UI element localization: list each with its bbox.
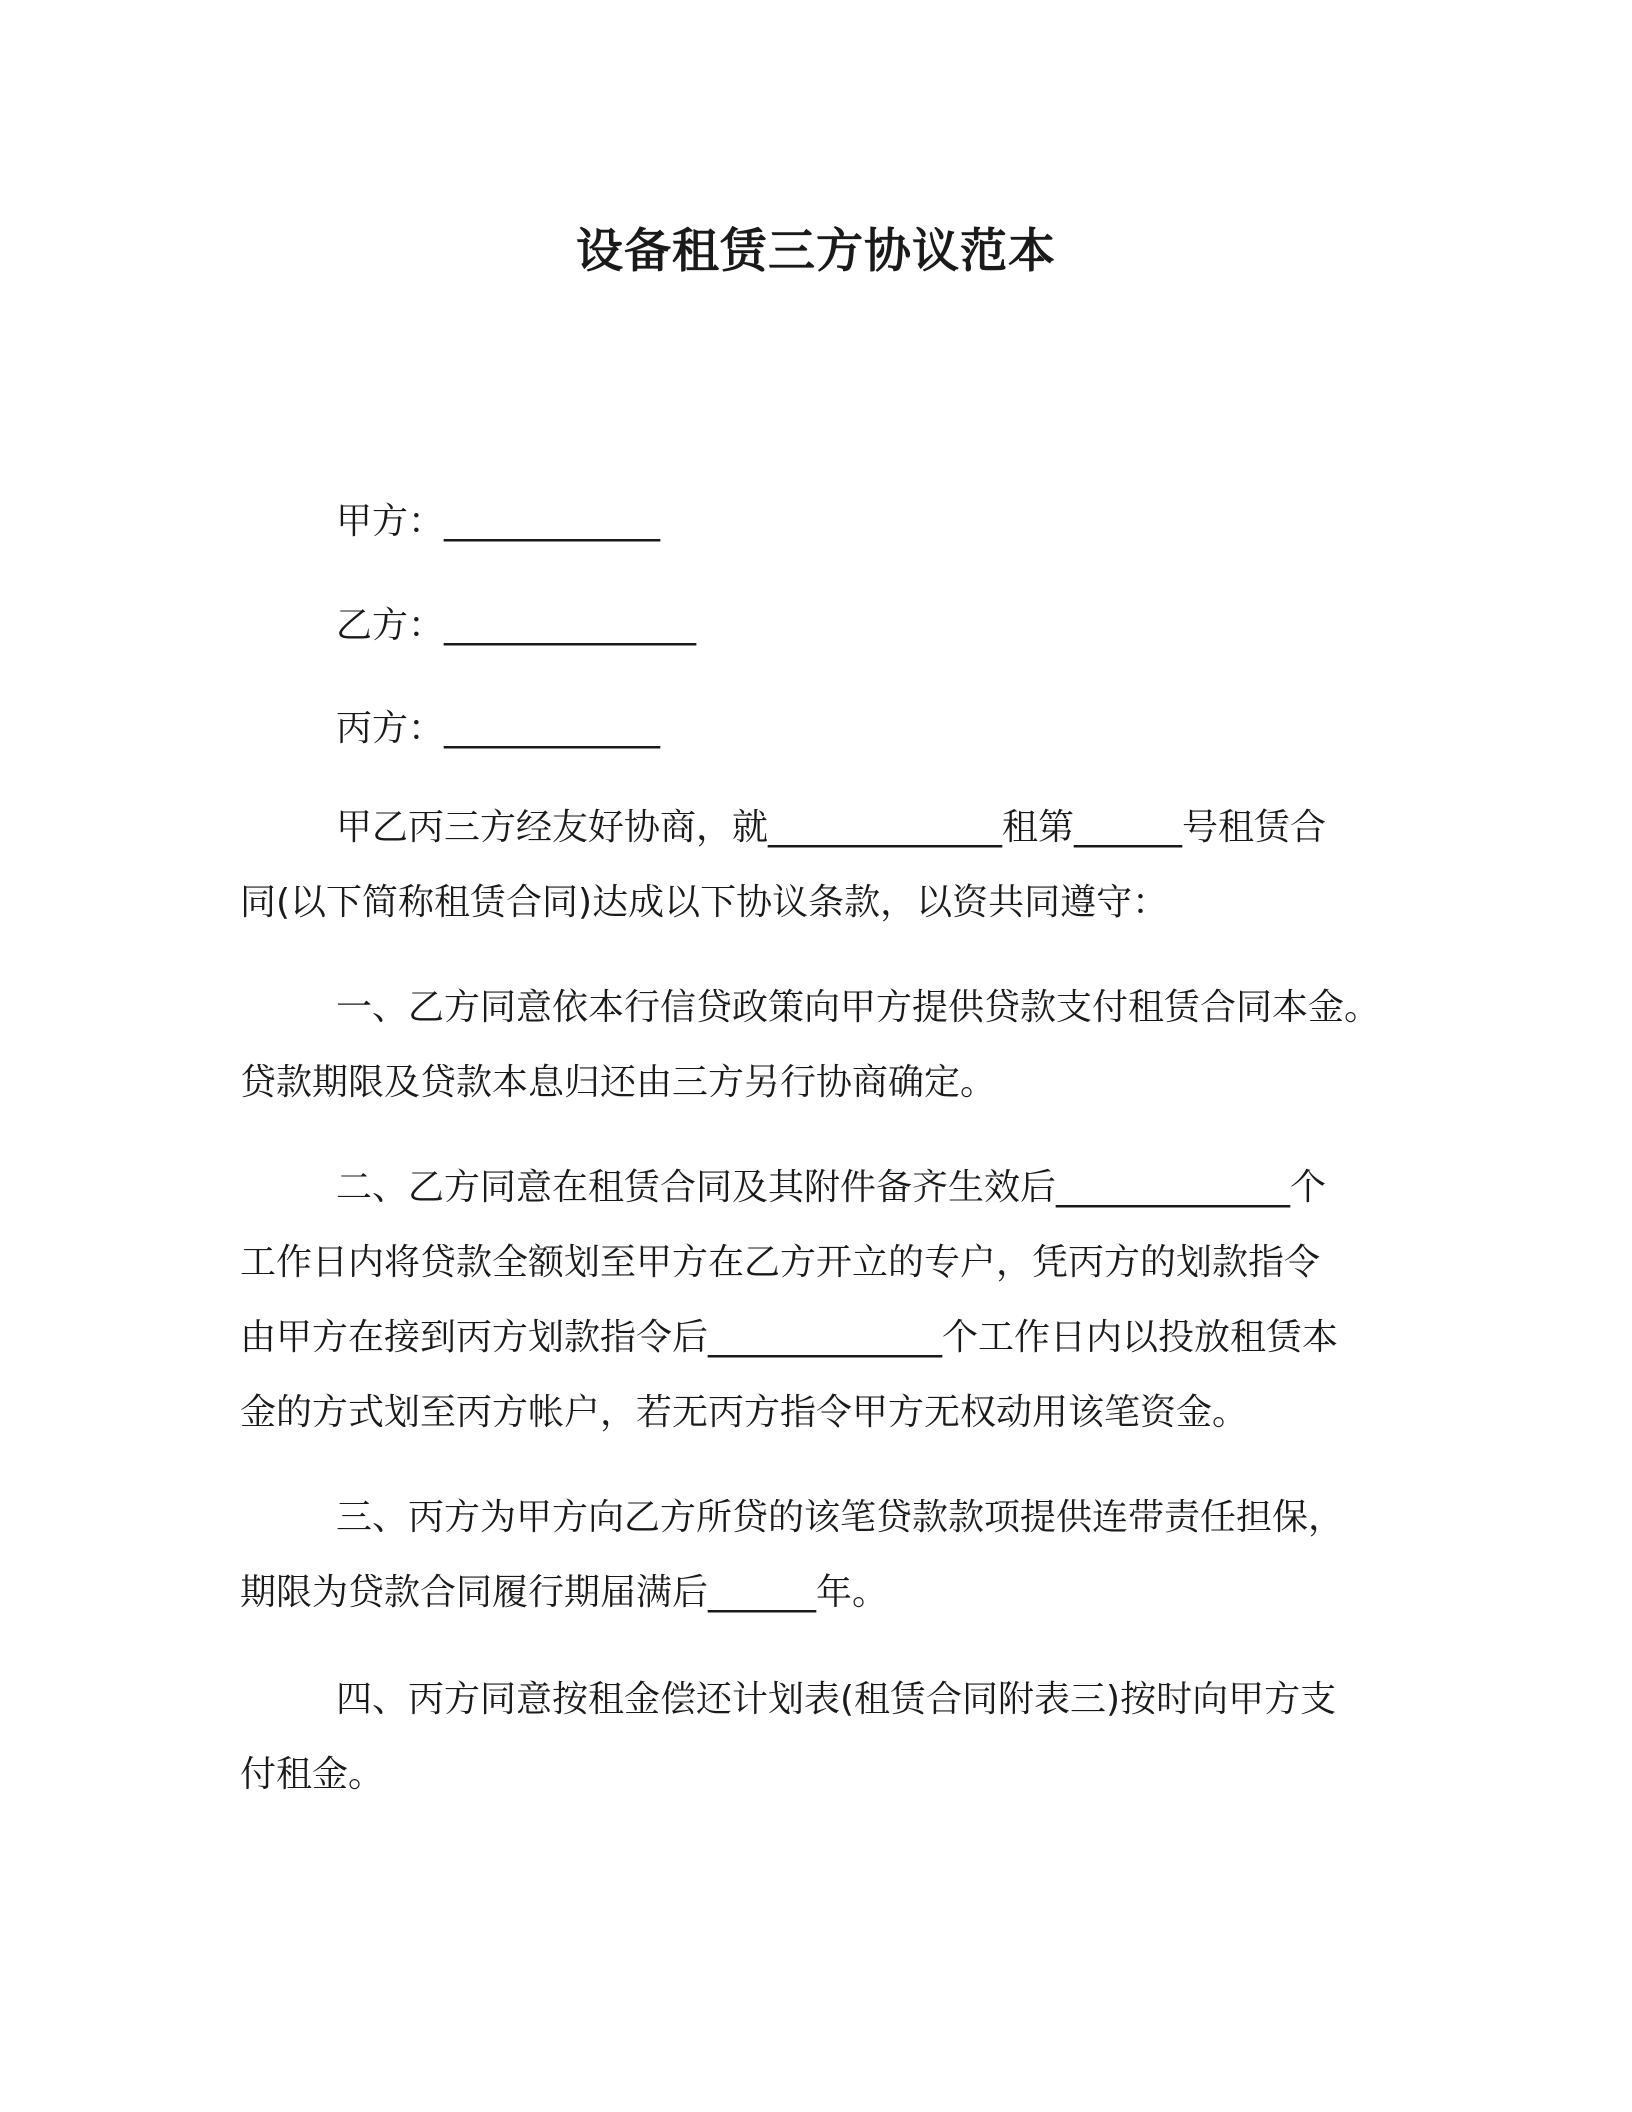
document-title: 设备租赁三方协议范本	[576, 224, 1056, 279]
party-b-label: 乙方：	[336, 605, 445, 646]
paragraph-line	[240, 790, 1420, 865]
paragraph-line: 付租金。	[240, 1754, 385, 1795]
paragraph-clause-4	[240, 1662, 1420, 1812]
party-a-line	[336, 497, 660, 547]
paragraph-line-text: 四、丙方同意按租金偿还计划表(租赁合同附表三)按时向甲方支	[336, 1679, 1337, 1720]
party-b-blank: ______________	[444, 605, 697, 646]
party-b-line	[336, 601, 696, 651]
paragraph-clause-2	[240, 1150, 1420, 1450]
paragraph-line-text: 一、乙方同意依本行信贷政策向甲方提供贷款支付租赁合同本金。	[336, 987, 1381, 1028]
party-c-blank: ____________	[444, 708, 661, 749]
paragraph-line	[240, 1150, 1420, 1225]
paragraph-line-text: 三、丙方为甲方向乙方所贷的该笔贷款款项提供连带责任担保，	[336, 1497, 1345, 1538]
party-a-label: 甲方：	[336, 501, 445, 542]
party-a-blank: ____________	[444, 501, 661, 542]
paragraph-intro	[240, 790, 1420, 940]
paragraph-line: 期限为贷款合同履行期届满后______年。	[240, 1572, 889, 1613]
paragraph-line: 同(以下简称租赁合同)达成以下协议条款，以资共同遵守：	[240, 882, 1169, 923]
paragraph-line	[240, 1662, 1420, 1737]
party-c-label: 丙方：	[336, 708, 445, 749]
paragraph-line-text: 二、乙方同意在租赁合同及其附件备齐生效后_____________个	[336, 1167, 1327, 1208]
paragraph-line: 贷款期限及贷款本息归还由三方另行协商确定。	[240, 1062, 997, 1103]
paragraph-line: 金的方式划至丙方帐户，若无丙方指令甲方无权动用该笔资金。	[240, 1392, 1249, 1433]
paragraph-clause-1	[240, 970, 1420, 1120]
paragraph-clause-3	[240, 1480, 1420, 1630]
paragraph-line: 工作日内将贷款全额划至甲方在乙方开立的专户，凭丙方的划款指令	[240, 1242, 1321, 1283]
party-c-line	[336, 704, 660, 754]
paragraph-line: 由甲方在接到丙方划款指令后_____________个工作日内以投放租赁本	[240, 1317, 1339, 1358]
paragraph-line-text: 甲乙丙三方经友好协商，就_____________租第______号租赁合	[336, 807, 1327, 848]
paragraph-line	[240, 970, 1420, 1045]
paragraph-line	[240, 1480, 1420, 1555]
